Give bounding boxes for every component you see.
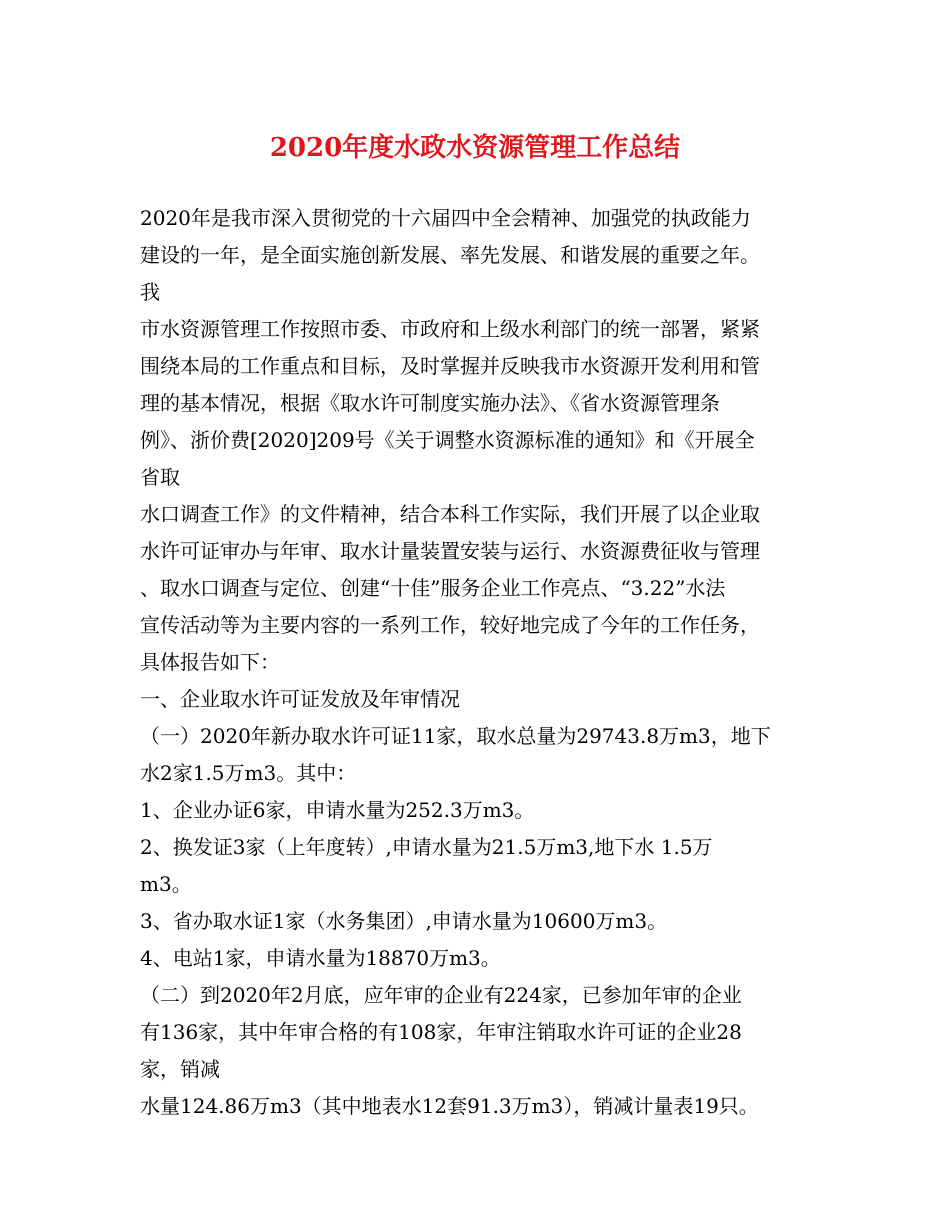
body-line: （二）到2020年2月底，应年审的企业有224家，已参加年审的企业	[140, 983, 742, 1007]
body-line: 我	[140, 280, 160, 304]
body-line: 有136家，其中年审合格的有108家，年审注销取水许可证的企业28	[140, 1020, 742, 1044]
body-line: 、取水口调查与定位、创建“十佳”服务企业工作亮点、“3.22”水法	[140, 576, 726, 600]
body-line: 围绕本局的工作重点和目标，及时掌握并反映我市水资源开发利用和管	[140, 354, 760, 378]
list-item: 2、换发证3家（上年度转）,申请水量为21.5万m3,地下水 1.5万	[140, 835, 713, 859]
body-line: 水量124.86万m3（其中地表水12套91.3万m3），销减计量表19只。	[140, 1094, 759, 1118]
body-line: 家，销减	[140, 1057, 220, 1081]
body-line: 2020年是我市深入贯彻党的十六届四中全会精神、加强党的执政能力	[140, 206, 751, 230]
body-line: 水许可证审办与年审、取水计量装置安装与运行、水资源费征收与管理	[140, 539, 760, 563]
body-line: 水2家1.5万m3。其中：	[140, 761, 357, 785]
list-item: 3、省办取水证1家（水务集团）,申请水量为10600万m3。	[140, 909, 668, 933]
section-heading: 一、企业取水许可证发放及年审情况	[140, 687, 460, 711]
body-line: （一）2020年新办取水许可证11家，取水总量为29743.8万m3，地下	[140, 724, 771, 748]
list-item: 1、企业办证6家，申请水量为252.3万m3。	[140, 798, 535, 822]
body-line: 市水资源管理工作按照市委、市政府和上级水利部门的统一部署，紧紧	[140, 317, 760, 341]
document-title: 2020年度水政水资源管理工作总结	[269, 133, 681, 163]
body-line: 水口调查工作》的文件精神，结合本科工作实际，我们开展了以企业取	[140, 502, 760, 526]
body-line: 理的基本情况，根据《取水许可制度实施办法》、《省水资源管理条	[140, 391, 720, 415]
body-line: m3。	[140, 872, 192, 896]
body-line: 建设的一年，是全面实施创新发展、率先发展、和谐发展的重要之年。	[140, 243, 760, 267]
body-line: 例》、浙价费[2020]209号《关于调整水资源标准的通知》和《开展全	[140, 428, 755, 452]
list-item: 4、电站1家，申请水量为18870万m3。	[140, 946, 501, 970]
body-line: 具体报告如下：	[140, 650, 280, 674]
body-line: 宣传活动等为主要内容的一系列工作，较好地完成了今年的工作任务，	[140, 613, 760, 637]
body-line: 省取	[140, 465, 180, 489]
document-body	[140, 200, 820, 1125]
